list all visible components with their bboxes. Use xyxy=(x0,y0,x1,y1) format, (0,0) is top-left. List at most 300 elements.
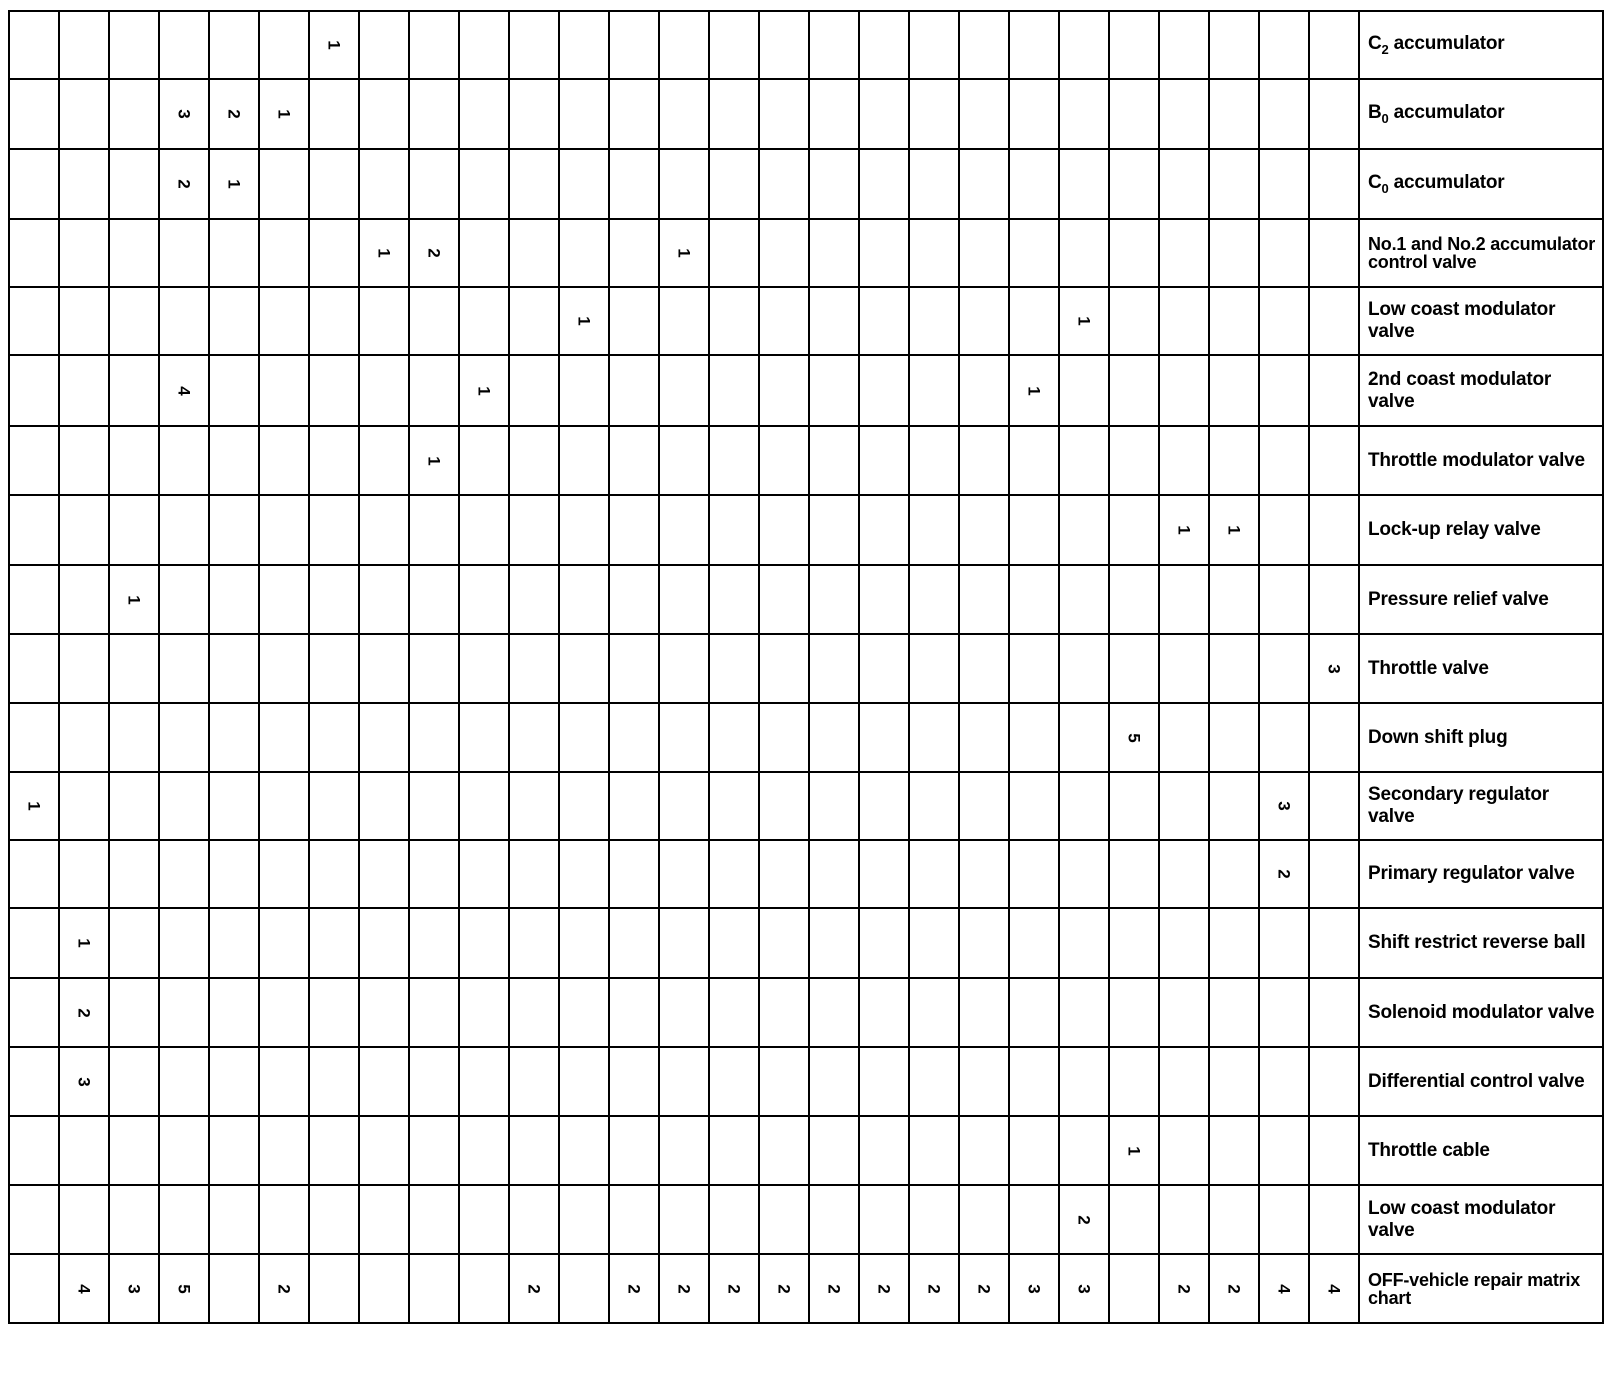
matrix-cell xyxy=(409,287,459,355)
matrix-cell xyxy=(759,908,809,978)
matrix-cell-value: 2 xyxy=(1075,1214,1094,1225)
matrix-cell xyxy=(809,634,859,703)
matrix-cell xyxy=(909,634,959,703)
matrix-cell xyxy=(309,287,359,355)
matrix-cell xyxy=(259,772,309,840)
matrix-cell xyxy=(259,11,309,79)
matrix-cell xyxy=(1259,840,1309,908)
matrix-cell xyxy=(209,149,259,219)
matrix-cell xyxy=(1159,1254,1209,1323)
matrix-cell xyxy=(159,149,209,219)
row-label-text: accumulator xyxy=(1393,171,1505,193)
matrix-cell xyxy=(1159,11,1209,79)
matrix-cell xyxy=(1009,355,1059,426)
matrix-cell-value: 4 xyxy=(175,385,194,396)
matrix-cell xyxy=(909,703,959,772)
matrix-cell xyxy=(459,978,509,1047)
matrix-cell xyxy=(9,772,59,840)
matrix-cell xyxy=(9,1185,59,1254)
matrix-row xyxy=(9,11,1603,79)
matrix-cell xyxy=(559,1185,609,1254)
matrix-cell xyxy=(9,355,59,426)
matrix-cell xyxy=(1309,978,1359,1047)
matrix-cell xyxy=(659,426,709,495)
matrix-cell xyxy=(1209,1047,1259,1116)
matrix-cell xyxy=(959,772,1009,840)
matrix-cell xyxy=(309,908,359,978)
matrix-cell xyxy=(709,219,759,287)
repair-matrix-table xyxy=(8,10,1604,1324)
matrix-cell xyxy=(159,11,209,79)
matrix-cell xyxy=(609,703,659,772)
matrix-cell-value: 3 xyxy=(1325,663,1344,674)
matrix-cell xyxy=(1159,565,1209,634)
matrix-cell xyxy=(609,908,659,978)
matrix-cell xyxy=(809,149,859,219)
matrix-cell xyxy=(959,978,1009,1047)
matrix-cell xyxy=(409,149,459,219)
matrix-cell xyxy=(1259,908,1309,978)
matrix-cell xyxy=(509,426,559,495)
matrix-cell-value: 1 xyxy=(275,109,294,119)
matrix-cell xyxy=(109,703,159,772)
matrix-cell xyxy=(1259,149,1309,219)
matrix-cell xyxy=(1109,565,1159,634)
matrix-cell xyxy=(659,634,709,703)
matrix-row xyxy=(9,634,1603,703)
matrix-cell xyxy=(209,908,259,978)
matrix-cell xyxy=(809,79,859,149)
matrix-cell-value: 1 xyxy=(325,40,344,50)
matrix-cell xyxy=(1209,840,1259,908)
matrix-cell xyxy=(159,219,209,287)
matrix-cell xyxy=(659,287,709,355)
row-label xyxy=(1359,1185,1603,1254)
row-label xyxy=(1359,1254,1603,1323)
matrix-cell xyxy=(1059,355,1109,426)
matrix-cell xyxy=(209,565,259,634)
row-label xyxy=(1359,355,1603,426)
matrix-cell xyxy=(259,840,309,908)
matrix-cell xyxy=(1259,703,1309,772)
matrix-cell-value: 1 xyxy=(475,385,494,396)
matrix-cell xyxy=(559,11,609,79)
matrix-cell xyxy=(509,1116,559,1185)
matrix-cell xyxy=(1009,840,1059,908)
matrix-cell xyxy=(1309,495,1359,565)
matrix-cell xyxy=(759,772,809,840)
matrix-cell xyxy=(159,840,209,908)
matrix-row xyxy=(9,565,1603,634)
matrix-cell xyxy=(559,1116,609,1185)
matrix-row xyxy=(9,703,1603,772)
matrix-cell xyxy=(759,79,809,149)
row-label-subscript: 0 xyxy=(1381,180,1389,196)
matrix-cell xyxy=(309,1116,359,1185)
matrix-cell xyxy=(359,79,409,149)
matrix-cell xyxy=(109,355,159,426)
matrix-cell xyxy=(459,11,509,79)
matrix-row xyxy=(9,978,1603,1047)
matrix-cell xyxy=(1109,495,1159,565)
matrix-cell xyxy=(259,426,309,495)
matrix-cell xyxy=(1159,908,1209,978)
matrix-cell xyxy=(1109,772,1159,840)
matrix-cell-value: 5 xyxy=(1125,732,1144,743)
matrix-cell xyxy=(1259,772,1309,840)
matrix-cell xyxy=(1159,772,1209,840)
matrix-cell xyxy=(559,634,609,703)
matrix-cell xyxy=(109,426,159,495)
matrix-cell xyxy=(1309,1047,1359,1116)
matrix-cell xyxy=(1059,11,1109,79)
matrix-cell xyxy=(209,1047,259,1116)
row-label-text: 2nd coast modulator valve xyxy=(1368,368,1552,412)
matrix-cell xyxy=(459,908,509,978)
matrix-cell xyxy=(1009,978,1059,1047)
matrix-cell xyxy=(859,355,909,426)
matrix-cell xyxy=(9,634,59,703)
matrix-cell-value: 1 xyxy=(1175,525,1194,535)
matrix-cell xyxy=(1259,495,1309,565)
matrix-cell xyxy=(559,149,609,219)
matrix-cell xyxy=(559,79,609,149)
matrix-cell xyxy=(759,149,809,219)
matrix-cell xyxy=(859,1254,909,1323)
matrix-cell xyxy=(359,287,409,355)
matrix-cell xyxy=(109,287,159,355)
matrix-cell xyxy=(159,772,209,840)
matrix-cell xyxy=(1109,149,1159,219)
matrix-cell xyxy=(559,703,609,772)
matrix-cell xyxy=(759,355,809,426)
row-label xyxy=(1359,219,1603,287)
matrix-cell xyxy=(1159,703,1209,772)
matrix-cell-value: 5 xyxy=(175,1283,194,1294)
matrix-cell xyxy=(659,11,709,79)
matrix-cell xyxy=(209,219,259,287)
matrix-cell xyxy=(1109,703,1159,772)
matrix-cell xyxy=(359,355,409,426)
matrix-cell xyxy=(859,1047,909,1116)
matrix-cell xyxy=(909,1185,959,1254)
row-label-text: Throttle cable xyxy=(1368,1139,1490,1161)
matrix-cell xyxy=(9,1116,59,1185)
matrix-cell xyxy=(459,1254,509,1323)
matrix-cell xyxy=(409,1185,459,1254)
row-label-text: Differential control valve xyxy=(1368,1070,1585,1092)
matrix-cell xyxy=(909,79,959,149)
matrix-cell-value: 3 xyxy=(1075,1283,1094,1294)
matrix-cell xyxy=(209,495,259,565)
matrix-cell xyxy=(759,840,809,908)
row-label-text: Shift restrict reverse ball xyxy=(1368,932,1586,954)
matrix-cell xyxy=(1159,426,1209,495)
matrix-cell xyxy=(309,149,359,219)
matrix-cell xyxy=(209,1116,259,1185)
row-label xyxy=(1359,79,1603,149)
row-label-text: Primary regulator valve xyxy=(1368,863,1575,885)
matrix-cell xyxy=(109,495,159,565)
matrix-cell xyxy=(1159,219,1209,287)
matrix-cell xyxy=(1009,495,1059,565)
matrix-cell xyxy=(1159,978,1209,1047)
matrix-cell xyxy=(1009,1047,1059,1116)
matrix-cell xyxy=(1159,1047,1209,1116)
matrix-cell xyxy=(959,11,1009,79)
matrix-cell-value: 2 xyxy=(275,1283,294,1294)
matrix-cell xyxy=(309,355,359,426)
matrix-cell xyxy=(259,1254,309,1323)
matrix-cell xyxy=(709,149,759,219)
matrix-cell xyxy=(809,287,859,355)
row-label-text: Pressure relief valve xyxy=(1368,588,1549,610)
matrix-cell xyxy=(709,426,759,495)
matrix-cell-value: 2 xyxy=(525,1283,544,1294)
matrix-cell xyxy=(759,565,809,634)
matrix-cell xyxy=(659,1185,709,1254)
matrix-cell xyxy=(609,1116,659,1185)
matrix-cell xyxy=(509,908,559,978)
matrix-cell xyxy=(909,1116,959,1185)
matrix-cell xyxy=(1059,703,1109,772)
matrix-cell xyxy=(1059,495,1109,565)
row-label xyxy=(1359,840,1603,908)
matrix-cell xyxy=(309,978,359,1047)
row-label-text: OFF-vehicle repair matrix chart xyxy=(1368,1269,1581,1308)
matrix-cell xyxy=(1209,703,1259,772)
matrix-cell xyxy=(1009,426,1059,495)
matrix-row xyxy=(9,219,1603,287)
matrix-cell xyxy=(309,1047,359,1116)
matrix-cell xyxy=(1259,426,1309,495)
matrix-cell xyxy=(459,840,509,908)
matrix-cell xyxy=(959,79,1009,149)
matrix-cell xyxy=(509,287,559,355)
row-label-prefix: C xyxy=(1368,171,1382,193)
matrix-cell-value: 1 xyxy=(225,179,244,189)
matrix-cell xyxy=(559,495,609,565)
matrix-cell xyxy=(1009,1254,1059,1323)
matrix-cell xyxy=(109,634,159,703)
matrix-cell xyxy=(509,79,559,149)
matrix-cell xyxy=(1309,565,1359,634)
matrix-cell xyxy=(1109,287,1159,355)
matrix-cell-value: 2 xyxy=(825,1283,844,1294)
matrix-cell-value: 1 xyxy=(75,938,94,948)
matrix-cell xyxy=(409,565,459,634)
row-label-text: Throttle valve xyxy=(1368,657,1489,679)
matrix-cell xyxy=(709,1047,759,1116)
row-label xyxy=(1359,495,1603,565)
matrix-cell xyxy=(309,79,359,149)
matrix-cell xyxy=(909,978,959,1047)
matrix-cell xyxy=(959,634,1009,703)
matrix-cell xyxy=(1059,1254,1109,1323)
matrix-cell xyxy=(609,772,659,840)
matrix-cell xyxy=(659,1254,709,1323)
matrix-cell xyxy=(259,634,309,703)
matrix-cell xyxy=(1209,772,1259,840)
row-label-text: Low coast modulator valve xyxy=(1368,299,1556,342)
matrix-cell xyxy=(259,355,309,426)
matrix-cell xyxy=(659,840,709,908)
matrix-cell xyxy=(559,978,609,1047)
matrix-cell xyxy=(909,287,959,355)
matrix-cell xyxy=(109,149,159,219)
matrix-cell-value: 3 xyxy=(175,109,194,119)
matrix-cell-value: 1 xyxy=(25,801,44,811)
matrix-cell xyxy=(59,426,109,495)
matrix-cell xyxy=(1059,908,1109,978)
row-label xyxy=(1359,11,1603,79)
matrix-cell xyxy=(1209,634,1259,703)
matrix-cell xyxy=(509,1254,559,1323)
matrix-cell xyxy=(859,1185,909,1254)
matrix-cell-value: 3 xyxy=(1275,801,1294,811)
matrix-cell xyxy=(1259,565,1309,634)
matrix-cell xyxy=(659,703,709,772)
row-label-text: Solenoid modulator valve xyxy=(1368,1001,1595,1023)
row-label xyxy=(1359,908,1603,978)
matrix-cell xyxy=(459,495,509,565)
matrix-cell xyxy=(1309,634,1359,703)
matrix-cell-value: 2 xyxy=(725,1283,744,1294)
matrix-cell xyxy=(109,978,159,1047)
matrix-cell xyxy=(9,219,59,287)
matrix-cell xyxy=(409,11,459,79)
matrix-cell xyxy=(909,11,959,79)
matrix-cell xyxy=(1109,634,1159,703)
matrix-cell xyxy=(1009,149,1059,219)
matrix-cell xyxy=(1159,634,1209,703)
row-label xyxy=(1359,978,1603,1047)
matrix-cell xyxy=(609,287,659,355)
matrix-cell xyxy=(659,495,709,565)
matrix-cell xyxy=(859,1116,909,1185)
matrix-cell xyxy=(159,1047,209,1116)
matrix-cell xyxy=(409,1254,459,1323)
matrix-cell xyxy=(209,1185,259,1254)
matrix-cell xyxy=(1259,1185,1309,1254)
matrix-cell xyxy=(309,840,359,908)
matrix-cell xyxy=(759,978,809,1047)
matrix-cell xyxy=(1209,495,1259,565)
matrix-cell xyxy=(309,426,359,495)
matrix-cell xyxy=(459,219,509,287)
matrix-cell xyxy=(809,1116,859,1185)
row-label-text: Low coast modulator valve xyxy=(1368,1197,1556,1241)
matrix-cell xyxy=(59,634,109,703)
matrix-cell-value: 2 xyxy=(175,179,194,189)
matrix-row xyxy=(9,1185,1603,1254)
matrix-cell xyxy=(109,1047,159,1116)
matrix-cell xyxy=(309,1185,359,1254)
matrix-cell xyxy=(309,11,359,79)
matrix-cell xyxy=(409,908,459,978)
matrix-cell xyxy=(359,565,409,634)
matrix-row xyxy=(9,495,1603,565)
matrix-cell xyxy=(459,149,509,219)
matrix-cell xyxy=(409,355,459,426)
row-label xyxy=(1359,287,1603,355)
matrix-cell-value: 1 xyxy=(125,594,144,605)
matrix-cell xyxy=(359,495,409,565)
matrix-cell xyxy=(159,495,209,565)
matrix-cell xyxy=(759,703,809,772)
matrix-cell xyxy=(159,908,209,978)
matrix-cell xyxy=(59,355,109,426)
matrix-cell xyxy=(309,634,359,703)
matrix-cell xyxy=(909,355,959,426)
row-label-prefix: B xyxy=(1368,101,1382,123)
matrix-cell xyxy=(1209,1254,1259,1323)
matrix-cell xyxy=(109,219,159,287)
matrix-cell xyxy=(1009,703,1059,772)
matrix-row xyxy=(9,1254,1603,1323)
matrix-cell-value: 1 xyxy=(675,248,694,258)
matrix-cell xyxy=(809,495,859,565)
row-label xyxy=(1359,772,1603,840)
matrix-cell xyxy=(509,703,559,772)
matrix-cell xyxy=(59,703,109,772)
matrix-cell xyxy=(1309,355,1359,426)
matrix-cell xyxy=(609,840,659,908)
matrix-cell xyxy=(309,1254,359,1323)
matrix-cell xyxy=(959,287,1009,355)
matrix-cell xyxy=(609,219,659,287)
matrix-cell xyxy=(809,703,859,772)
matrix-cell xyxy=(759,426,809,495)
matrix-cell xyxy=(1109,840,1159,908)
matrix-cell xyxy=(1059,634,1109,703)
matrix-cell xyxy=(409,840,459,908)
matrix-cell-value: 2 xyxy=(925,1283,944,1294)
matrix-cell xyxy=(809,355,859,426)
matrix-cell xyxy=(209,772,259,840)
matrix-cell xyxy=(709,908,759,978)
matrix-cell xyxy=(909,840,959,908)
matrix-cell xyxy=(709,355,759,426)
matrix-cell xyxy=(1059,840,1109,908)
matrix-cell xyxy=(959,565,1009,634)
matrix-cell xyxy=(309,703,359,772)
matrix-cell xyxy=(709,772,759,840)
matrix-cell xyxy=(509,1185,559,1254)
matrix-cell-value: 2 xyxy=(1175,1283,1194,1294)
matrix-cell xyxy=(559,426,609,495)
matrix-cell xyxy=(359,978,409,1047)
matrix-cell xyxy=(209,79,259,149)
matrix-cell xyxy=(359,840,409,908)
matrix-cell xyxy=(959,426,1009,495)
matrix-cell xyxy=(1309,1185,1359,1254)
matrix-cell xyxy=(509,149,559,219)
matrix-cell xyxy=(959,908,1009,978)
matrix-cell xyxy=(159,426,209,495)
matrix-cell xyxy=(1059,149,1109,219)
row-label-text: No.1 and No.2 accumulator control valve xyxy=(1368,234,1596,272)
matrix-cell xyxy=(1159,287,1209,355)
matrix-cell xyxy=(609,495,659,565)
matrix-cell xyxy=(909,565,959,634)
matrix-cell xyxy=(459,1185,509,1254)
matrix-cell xyxy=(109,11,159,79)
matrix-cell xyxy=(359,219,409,287)
matrix-cell xyxy=(159,978,209,1047)
matrix-cell xyxy=(859,978,909,1047)
matrix-cell xyxy=(459,1047,509,1116)
